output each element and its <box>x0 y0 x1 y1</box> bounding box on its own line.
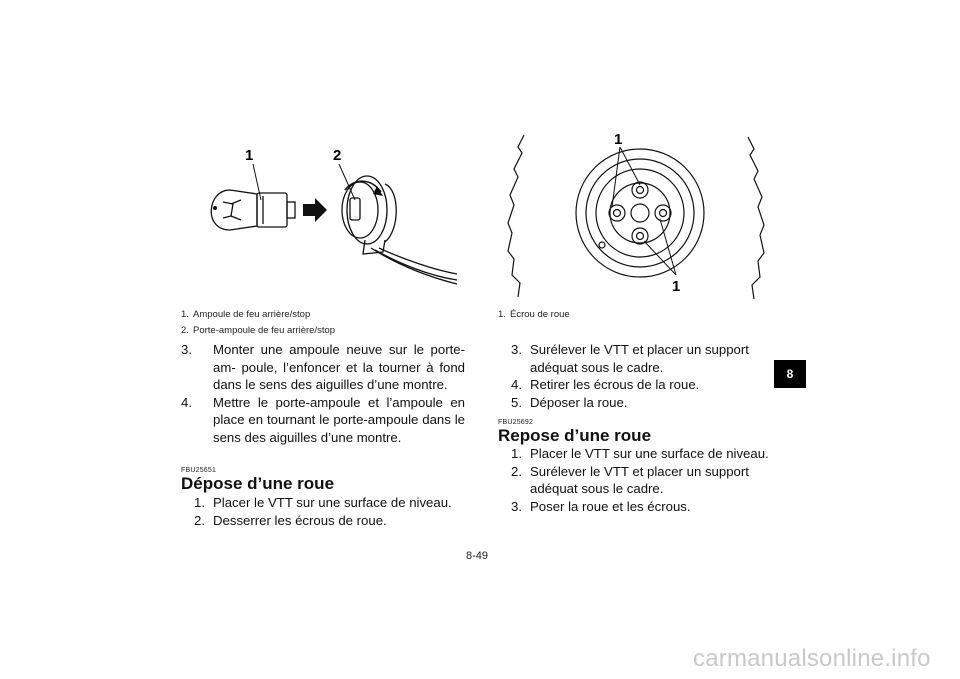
page-number: 8-49 <box>466 550 489 562</box>
step-item: 5. Déposer la roue. <box>511 394 628 410</box>
wheel-nuts-illustration <box>500 125 790 305</box>
callout-1-bottom: 1 <box>672 278 681 295</box>
remove-wheel-steps <box>181 494 465 529</box>
callout-1-top: 1 <box>614 131 623 148</box>
left-instructions <box>181 341 465 446</box>
step-item: 3. Monter une ampoule neuve sur le porte-am- poule, l’enfoncer et la tourner à fond dans le sens des aiguilles d’une montre. <box>181 342 465 392</box>
section-code: FBU25692 <box>498 419 534 426</box>
bulb-socket-illustration <box>195 138 475 288</box>
chapter-tab: 8 <box>774 360 806 388</box>
step-item: 2. Surélever le VTT et placer un support adéquat sous le cadre. <box>511 463 749 496</box>
left-figure-captions <box>181 307 335 339</box>
step-item: 4. Retirer les écrous de la roue. <box>511 377 700 392</box>
callout-1: 1 <box>245 147 254 164</box>
step-item: 1. Placer le VTT sur une surface de niveau. <box>194 495 452 510</box>
section-title: Repose d’une roue <box>498 426 652 445</box>
step-item: 4. Mettre le porte-ampoule et l’ampoule en place en tournant le porte-ampoule dans le sens des aiguilles d’une montre. <box>181 394 465 445</box>
install-wheel-steps <box>498 445 788 515</box>
watermark[interactable]: carmanualsonline.info <box>693 645 931 672</box>
right-figure-captions <box>498 307 570 323</box>
step-item: 1. Placer le VTT sur une surface de niveau. <box>511 446 769 461</box>
caption-item: 1. Ampoule de feu arrière/stop <box>181 309 311 320</box>
step-item: 3. Surélever le VTT et placer un support adéquat sous le cadre. <box>511 342 749 375</box>
right-instructions <box>498 341 788 411</box>
section-code: FBU25651 <box>181 467 217 474</box>
caption-item: 1. Écrou de roue <box>498 309 570 320</box>
section-title: Dépose d’une roue <box>181 474 335 493</box>
caption-item: 2. Porte-ampoule de feu arrière/stop <box>181 325 336 336</box>
step-item: 2. Desserrer les écrous de roue. <box>194 512 387 528</box>
callout-2: 2 <box>333 147 342 164</box>
step-item: 3. Poser la roue et les écrous. <box>511 498 691 514</box>
